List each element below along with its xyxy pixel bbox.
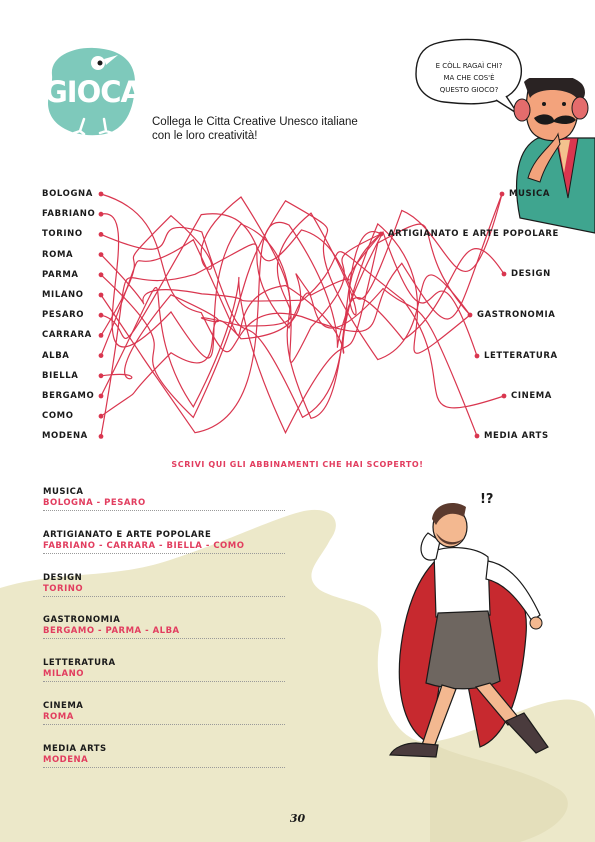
city-label-torino[interactable]: TORINO [42, 229, 83, 240]
city-label-modena[interactable]: MODENA [42, 431, 88, 442]
answer-title: CINEMA [43, 700, 84, 711]
answer-gastronomia [43, 615, 285, 658]
creativity-dot [475, 354, 480, 359]
city-label-roma[interactable]: ROMA [42, 249, 74, 260]
city-label-parma[interactable]: PARMA [42, 269, 79, 280]
creativity-label-gastronomia[interactable]: GASTRONOMIA [477, 310, 556, 320]
city-label-bergamo[interactable]: BERGAMO [42, 391, 95, 401]
city-label-fabriano[interactable]: FABRIANO [42, 209, 96, 220]
mustached-man-illustration [498, 78, 595, 238]
answer-media-arts [43, 744, 285, 787]
answer-title: DESIGN [43, 572, 83, 583]
gioca-logo [44, 45, 142, 137]
answer-title: ARTIGIANATO E ARTE POPOLARE [43, 529, 212, 540]
answer-value[interactable]: MODENA [43, 755, 285, 768]
answer-artigianato [43, 530, 285, 573]
city-dot [99, 272, 104, 277]
city-dot [99, 414, 104, 419]
city-dot [99, 293, 104, 298]
answer-title: MUSICA [43, 487, 84, 497]
speech-bubble-text [420, 60, 518, 96]
city-dot [99, 313, 104, 318]
walking-poet-illustration [350, 485, 560, 785]
creativity-label-musica[interactable]: MUSICA [509, 189, 551, 199]
city-label-pesaro[interactable]: PESARO [42, 310, 85, 321]
exclamation-mark: !? [480, 492, 494, 507]
city-dot [99, 434, 104, 439]
instructions [152, 115, 382, 143]
city-dot [99, 394, 104, 399]
city-label-bologna[interactable]: BOLOGNA [42, 189, 93, 199]
city-dot [99, 333, 104, 338]
city-label-biella[interactable]: BIELLA [42, 370, 79, 381]
answer-musica [43, 487, 285, 530]
creativity-label-design[interactable]: DESIGN [511, 269, 551, 279]
creativity-label-cinema[interactable]: CINEMA [511, 391, 552, 401]
city-dot [99, 212, 104, 217]
maze-line [101, 224, 470, 433]
instructions-line-2: con le loro creatività! [152, 130, 258, 142]
creativity-dot [502, 272, 507, 277]
city-label-carrara[interactable]: CARRARA [42, 330, 92, 341]
answer-title: GASTRONOMIA [43, 615, 121, 626]
answer-letteratura [43, 658, 285, 701]
creativity-dot [502, 394, 507, 399]
page-number: 30 [289, 812, 306, 825]
creativity-dot [468, 313, 473, 318]
city-label-alba[interactable]: ALBA [42, 350, 70, 361]
city-dot [99, 373, 104, 378]
bubble-line-3: QUESTO GIOCO? [439, 86, 499, 94]
creativity-dot [475, 434, 480, 439]
city-label-como[interactable]: COMO [42, 411, 74, 422]
answer-value[interactable]: BOLOGNA - PESARO [43, 498, 285, 511]
bubble-line-1: E CÒLL RAGAÌ CHI? [435, 62, 503, 70]
logo-title: GIOCA [44, 75, 142, 109]
answer-design [43, 573, 285, 616]
answer-value[interactable]: ROMA [43, 712, 285, 725]
city-dot [99, 252, 104, 257]
instructions-line-1: Collega le Citta Creative Unesco italiane [152, 116, 358, 128]
answer-value[interactable]: BERGAMO - PARMA - ALBA [43, 626, 285, 639]
city-dot [99, 192, 104, 197]
write-prompt: SCRIVI QUI GLI ABBINAMENTI CHE HAI SCOPERTO! [171, 460, 424, 469]
maze-line [101, 197, 381, 418]
maze-line [101, 194, 502, 352]
city-dot [99, 353, 104, 358]
answer-value[interactable]: MILANO [43, 669, 285, 682]
city-dot [99, 232, 104, 237]
maze-line [101, 244, 477, 436]
creativity-dot [379, 232, 384, 237]
answer-value[interactable]: TORINO [43, 584, 285, 597]
creativity-label-artigianato-e-arte-popolare[interactable]: ARTIGIANATO E ARTE POPOLARE [388, 229, 559, 239]
answers-list [43, 487, 285, 787]
bubble-line-2: MA CHE COS'È [443, 74, 495, 82]
city-label-milano[interactable]: MILANO [42, 290, 84, 300]
answer-title: LETTERATURA [43, 658, 116, 669]
answer-value[interactable]: FABRIANO - CARRARA - BIELLA - COMO [43, 541, 285, 554]
creativity-label-letteratura[interactable]: LETTERATURA [484, 351, 558, 361]
creativity-label-media-arts[interactable]: MEDIA ARTS [484, 431, 549, 441]
answer-title: MEDIA ARTS [43, 743, 107, 754]
answer-cinema [43, 701, 285, 744]
